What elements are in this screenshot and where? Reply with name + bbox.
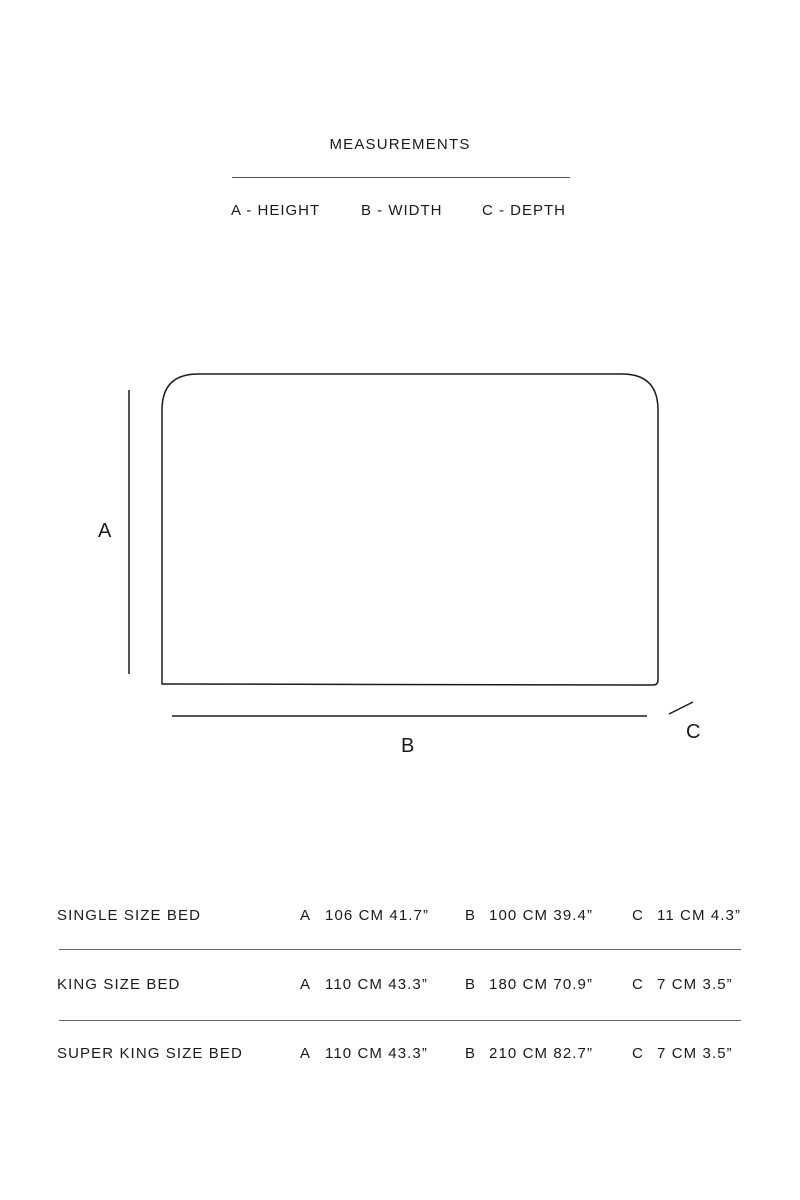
headboard-outline — [162, 374, 658, 685]
height-value: 106 CM 41.7” — [325, 907, 430, 924]
height-letter: A — [300, 907, 312, 924]
width-value: 180 CM 70.9” — [489, 976, 594, 993]
depth-value: 7 CM 3.5” — [657, 976, 733, 993]
depth-letter: C — [632, 1045, 644, 1062]
depth-letter: C — [632, 976, 644, 993]
depth-value: 11 CM 4.3” — [657, 907, 742, 924]
dimension-label-a: A — [98, 520, 112, 542]
width-letter: B — [465, 976, 477, 993]
depth-dimension-line — [669, 702, 693, 714]
size-name: SINGLE SIZE BED — [57, 907, 202, 924]
dimension-label-c: C — [686, 721, 701, 743]
legend-height: A - HEIGHT — [231, 202, 321, 219]
depth-value: 7 CM 3.5” — [657, 1045, 733, 1062]
page-title: MEASUREMENTS — [329, 136, 471, 153]
row-divider — [59, 1020, 741, 1021]
row-divider — [59, 949, 741, 950]
width-letter: B — [465, 907, 477, 924]
size-name: SUPER KING SIZE BED — [57, 1045, 243, 1062]
depth-letter: C — [632, 907, 644, 924]
width-value: 210 CM 82.7” — [489, 1045, 594, 1062]
legend-depth: C - DEPTH — [482, 202, 566, 219]
width-value: 100 CM 39.4” — [489, 907, 594, 924]
height-value: 110 CM 43.3” — [325, 976, 428, 993]
dimension-label-b: B — [401, 735, 415, 757]
legend-width: B - WIDTH — [361, 202, 443, 219]
width-letter: B — [465, 1045, 477, 1062]
height-value: 110 CM 43.3” — [325, 1045, 428, 1062]
height-letter: A — [300, 1045, 312, 1062]
size-name: KING SIZE BED — [57, 976, 181, 993]
height-letter: A — [300, 976, 312, 993]
